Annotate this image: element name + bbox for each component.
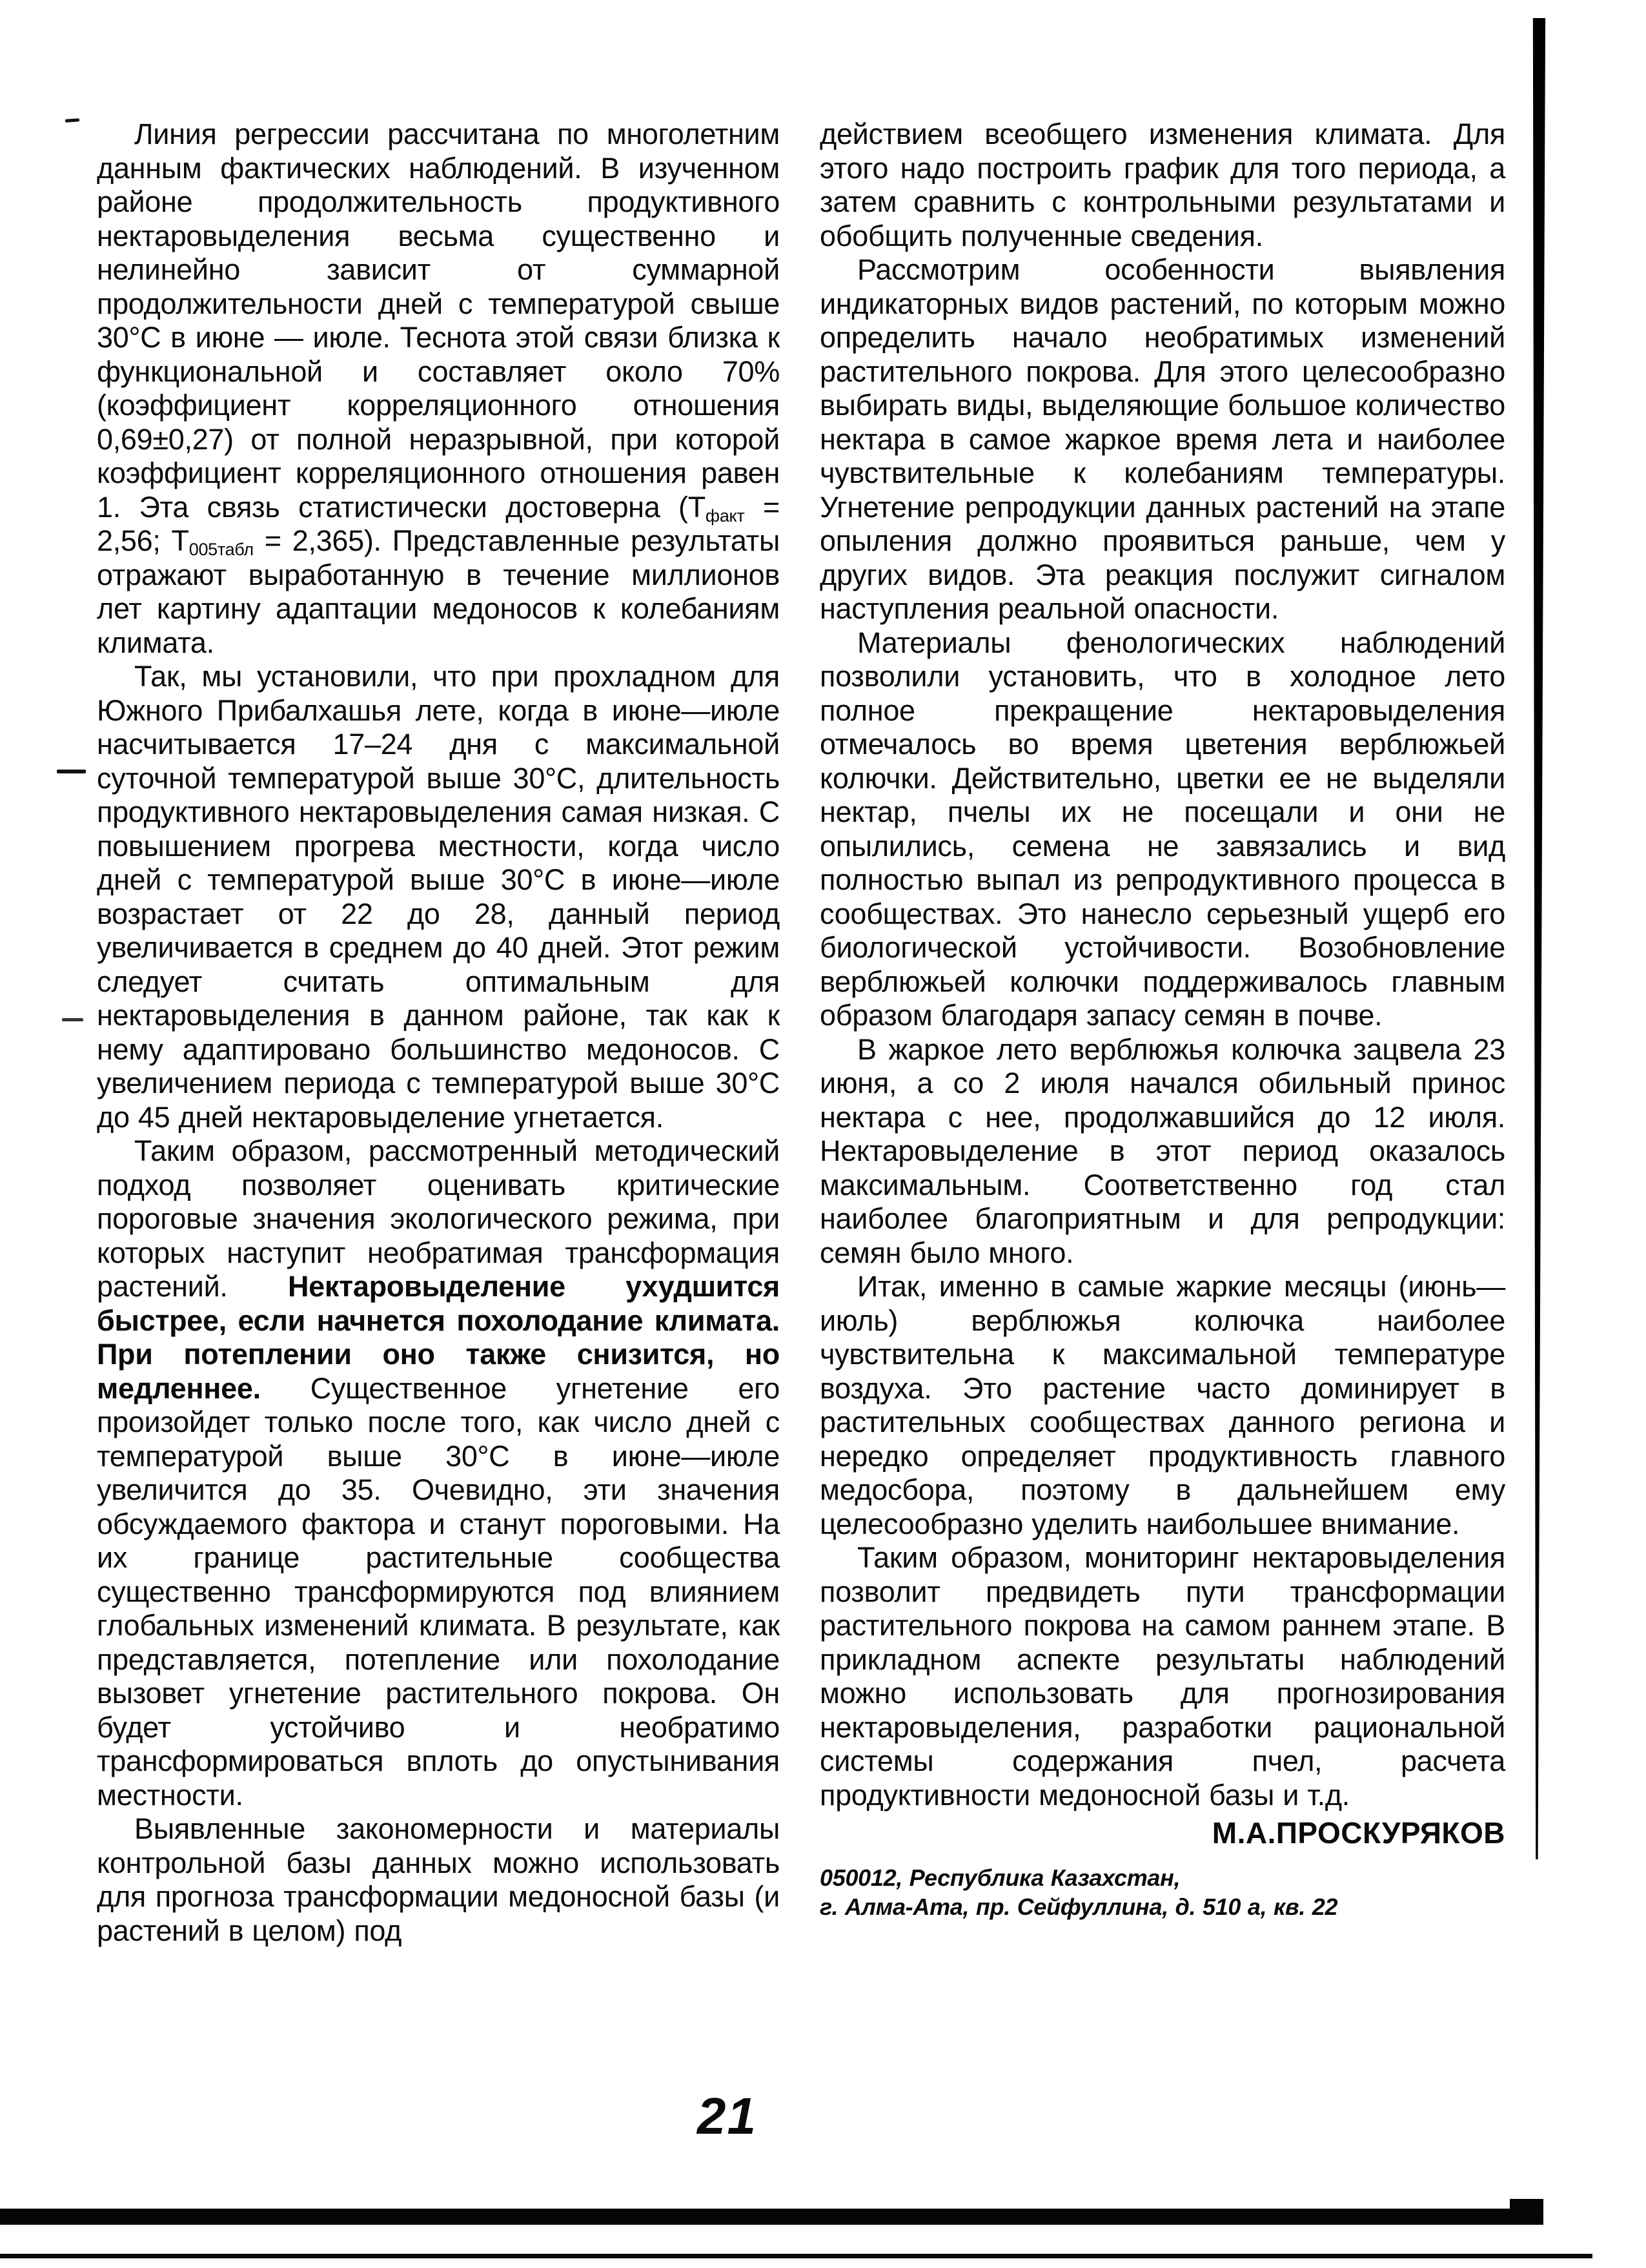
paragraph — [820, 1033, 1505, 1271]
bold-text-run: Нектаровыделение ухудшится быстрее, если начнется похолодание климата. При потеплении оно также снизится, но медленнее. — [97, 1270, 780, 1405]
text-run: Таким образом, мониторинг нектаровыделения позволит предвидеть пути трансформации растительного покрова на самом раннем этапе. В прикладном аспекте результаты наблюдений можно использовать для прогнозирования нектаровыделения, разработки рациональной системы содержания пчел, расчета продуктивности медоносной базы и т.д. — [820, 1541, 1505, 1812]
text-run: = 2,56; Т — [97, 490, 780, 557]
left-margin-mark — [65, 118, 79, 123]
paragraph — [820, 253, 1505, 626]
text-run: Материалы фенологических наблюдений позволили установить, что в холодное лето полное прекращение нектаровыделения отмечалось во время цветения верблюжьей колючки. Действительно, цветки ее не выделяли нектар, пчелы их не посещали и они не опылились, семена не завязались и вид полностью выпал из репродуктивного процесса в сообществах. Это нанесло серьезный ущерб его биологической устойчивости. Возобновление верблюжьей колючки поддерживалось главным образом благодаря запасу семян в почве. — [820, 626, 1505, 1032]
text-run: Существенное угнетение его произойдет только после того, как число дней с температурой выше 30°С в июне—июле увеличится до 35. Очевидно, эти значения обсуждаемого фактора и станут пороговыми. На их границе растительные сообщества существенно трансформируются под влиянием глобальных изменений климата. В результате, как представляется, потепление или похолодание вызовет угнетение растительного покрова. Он будет устойчиво и необратимо трансформироваться вплоть до опустынивания местности. — [97, 1371, 780, 1812]
author-address-line: г. Алма-Ата, пр. Сейфуллина, д. 510 а, кв. 22 — [820, 1893, 1338, 1920]
page-number: 21 — [697, 2087, 757, 2145]
right-column-paragraphs — [820, 117, 1505, 1812]
bottom-rule-thin — [0, 2254, 1592, 2258]
bottom-rule-thick — [0, 2209, 1543, 2225]
right-text-column — [820, 117, 1505, 1921]
author-signature: М.А.ПРОСКУРЯКОВ — [1212, 1816, 1505, 1850]
text-run: = 2,365). Представленные результаты отражают выработанную в течение миллионов лет картину адаптации медоносов к колебаниям климата. — [97, 524, 780, 659]
author-address-line: 050012, Республика Казахстан, — [820, 1864, 1181, 1891]
text-run: Таким образом, рассмотренный методический подход позволяет оценивать критические пороговые значения экологического режима, при которых наступит необратимая трансформация растений. — [97, 1134, 780, 1303]
subscript-text-run: 005табл — [188, 539, 254, 559]
subscript-text-run: факт — [705, 506, 745, 526]
text-run: Линия регрессии рассчитана по многолетним данным фактических наблюдений. В изученном районе продолжительность продуктивного нектаровыделения весьма существенно и нелинейно зависит от суммарной продолжительности дней с температурой свыше 30°С в июне — июле. Теснота этой связи близка к функциональной и составляет около 70% (коэффициент корреляционного отношения 0,69±0,27) от полной неразрывной, при которой коэффициент корреляционного отношения равен 1. Эта связь статистически достоверна (Т — [97, 117, 780, 524]
paragraph — [97, 1134, 780, 1812]
text-run: В жаркое лето верблюжья колючка зацвела 23 июня, а со 2 июля начался обильный принос нектара с нее, продолжавшийся до 12 июля. Нектаровыделение в этот период оказалось максимальным. Соответственно год стал наиболее благоприятным и для репродукции: семян было много. — [820, 1032, 1505, 1269]
text-run: Так, мы установили, что при прохладном для Южного Прибалхашья лете, когда в июне—июле насчитывается 17–24 дня с максимальной суточной температурой выше 30°С, длительность продуктивного нектаровыделения самая низкая. С повышением прогрева местности, когда число дней с температурой выше 30°С в июне—июле возрастает от 22 до 28, данный период увеличивается в среднем до 40 дней. Этот режим следует считать оптимальным для нектаровыделения в данном районе, так как к нему адаптировано большинство медоносов. С увеличением периода с температурой выше 30°С до 45 дней нектаровыделение угнетается. — [97, 660, 780, 1134]
text-run: Итак, именно в самые жаркие месяцы (июнь—июль) верблюжья колючка наиболее чувствительна к максимальной температуре воздуха. Это растение часто доминирует в растительных сообществах данного региона и нередко определяет продуктивность главного медосбора, поэтому в дальнейшем ему целесообразно уделить наибольшее внимание. — [820, 1270, 1505, 1540]
paragraph — [97, 117, 780, 660]
paragraph — [820, 117, 1505, 253]
left-margin-mark — [57, 770, 86, 773]
bottom-rule-thick-end — [1510, 2199, 1543, 2225]
left-margin-mark — [62, 1018, 83, 1021]
text-run: Рассмотрим особенности выявления индикаторных видов растений, по которым можно определить начало необратимых изменений растительного покрова. Для этого целесообразно выбирать виды, выделяющие большое количество нектара в самое жаркое время лета и наиболее чувствительные к колебаниям температуры. Угнетение репродукции данных растений на этапе опыления должно проявиться раньше, чем у других видов. Эта реакция послужит сигналом наступления реальной опасности. — [820, 253, 1505, 625]
paragraph — [97, 660, 780, 1134]
right-edge-scan-bar — [1531, 18, 1547, 1859]
left-text-column — [97, 117, 780, 1948]
text-run: Выявленные закономерности и материалы контрольной базы данных можно использовать для прогноза трансформации медоносной базы (и растений в целом) под — [97, 1812, 780, 1947]
paragraph — [820, 626, 1505, 1033]
author-address — [820, 1863, 1505, 1921]
paragraph — [820, 1270, 1505, 1541]
text-run: действием всеобщего изменения климата. Для этого надо построить график для того периода, а затем сравнить с контрольными результатами и обобщить полученные сведения. — [820, 117, 1505, 252]
paragraph — [97, 1812, 780, 1948]
paragraph — [820, 1541, 1505, 1812]
